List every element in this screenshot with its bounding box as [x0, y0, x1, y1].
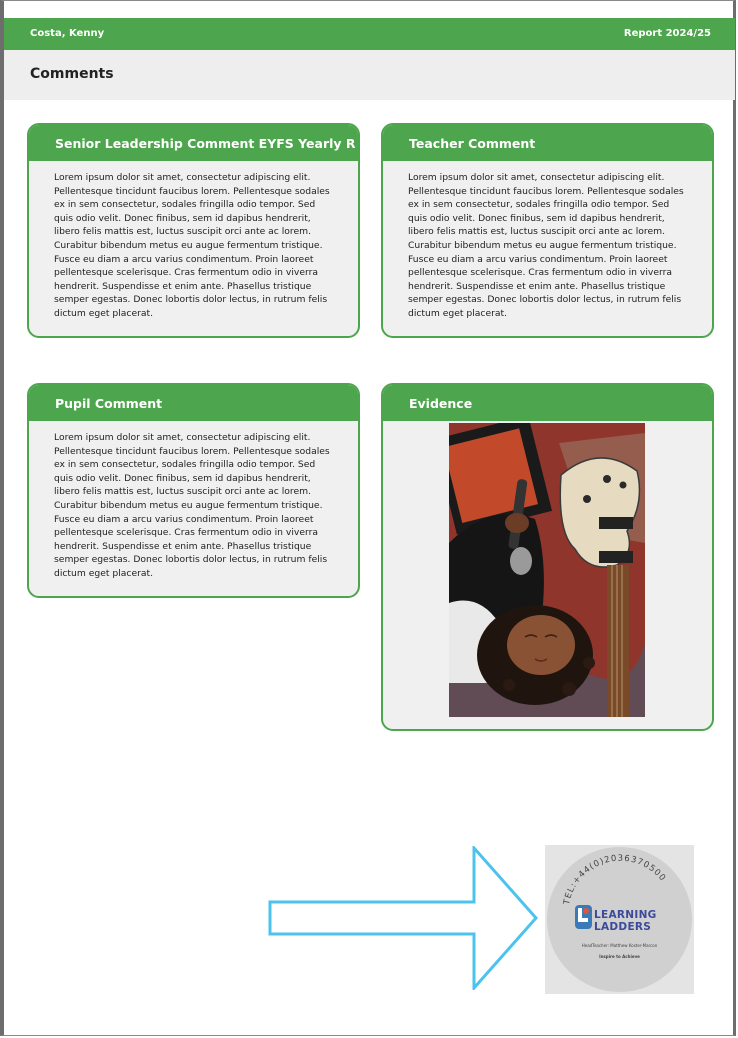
card-title: Evidence: [383, 385, 712, 421]
card-title: Senior Leadership Comment EYFS Yearly R: [29, 125, 358, 161]
card-title: Teacher Comment: [383, 125, 712, 161]
card-body: Lorem ipsum dolor sit amet, consectetur adipiscing elit. Pellentesque tincidunt faucibus lorem. Pellentesque sodales ex in sem consectetur, sodales fringilla odio tempor. Sed quis odio velit. Donec finibus, sem id dapibus hendrerit, libero felis mattis est, luctus suscipit orci ante ac lorem. Curabitur bibendum metus eu augue fermentum tristique. Fusce eu diam a arcu varius condimentum. Proin laoreet pellentesque scelerisque. Cras fermentum odio in viverra hendrerit. Suspendisse et enim ante. Phasellus tristique semper egestas. Donec lobortis dolor lectus, in rutrum felis dictum eget placerat.: [54, 172, 330, 319]
senior-leadership-comment-card: [27, 123, 360, 338]
stamp-phone: TEL:+44(0)2036370500: [562, 853, 668, 906]
evidence-card: [381, 383, 714, 731]
logo-line-2: LADDERS: [594, 921, 652, 933]
school-stamp: [545, 845, 694, 994]
student-name: Costa, Kenny: [30, 28, 105, 39]
logo-wordmark: [594, 909, 657, 933]
section-title: Comments: [30, 66, 114, 82]
card-body: Lorem ipsum dolor sit amet, consectetur adipiscing elit. Pellentesque tincidunt faucibus lorem. Pellentesque sodales ex in sem consectetur, sodales fringilla odio tempor. Sed quis odio velit. Donec finibus, sem id dapibus hendrerit, libero felis mattis est, luctus suscipit orci ante ac lorem. Curabitur bibendum metus eu augue fermentum tristique. Fusce eu diam a arcu varius condimentum. Proin laoreet pellentesque scelerisque. Cras fermentum odio in viverra hendrerit. Suspendisse et enim ante. Phasellus tristique semper egestas. Donec lobortis dolor lectus, in rutrum felis dictum eget placerat.: [408, 172, 684, 319]
card-body: Lorem ipsum dolor sit amet, consectetur adipiscing elit. Pellentesque tincidunt faucibus lorem. Pellentesque sodales ex in sem consectetur, sodales fringilla odio tempor. Sed quis odio velit. Donec finibus, sem id dapibus hendrerit, libero felis mattis est, luctus suscipit orci ante ac lorem. Curabitur bibendum metus eu augue fermentum tristique. Fusce eu diam a arcu varius condimentum. Proin laoreet pellentesque scelerisque. Cras fermentum odio in viverra hendrerit. Suspendisse et enim ante. Phasellus tristique semper egestas. Donec lobortis dolor lectus, in rutrum felis dictum eget placerat.: [54, 432, 330, 579]
stamp-headteacher: HeadTeacher: Matthew Koster-Marcon: [581, 943, 658, 948]
stamp-motto: Inspire to Achieve: [599, 954, 640, 959]
pupil-comment-card: [27, 383, 360, 598]
learning-ladders-logo-icon: [575, 905, 592, 929]
evidence-photo: [449, 423, 645, 717]
report-header-bar: [4, 18, 735, 50]
arrow-right-icon: [268, 846, 540, 990]
section-header: [4, 50, 735, 100]
logo-line-1: LEARNING: [594, 909, 657, 921]
report-year-label: Report 2024/25: [623, 28, 711, 39]
card-title: Pupil Comment: [29, 385, 358, 421]
svg-text:TEL:+44(0)2036370500: [562, 854, 668, 907]
stamp-circle: [547, 847, 692, 992]
teacher-comment-card: [381, 123, 714, 338]
